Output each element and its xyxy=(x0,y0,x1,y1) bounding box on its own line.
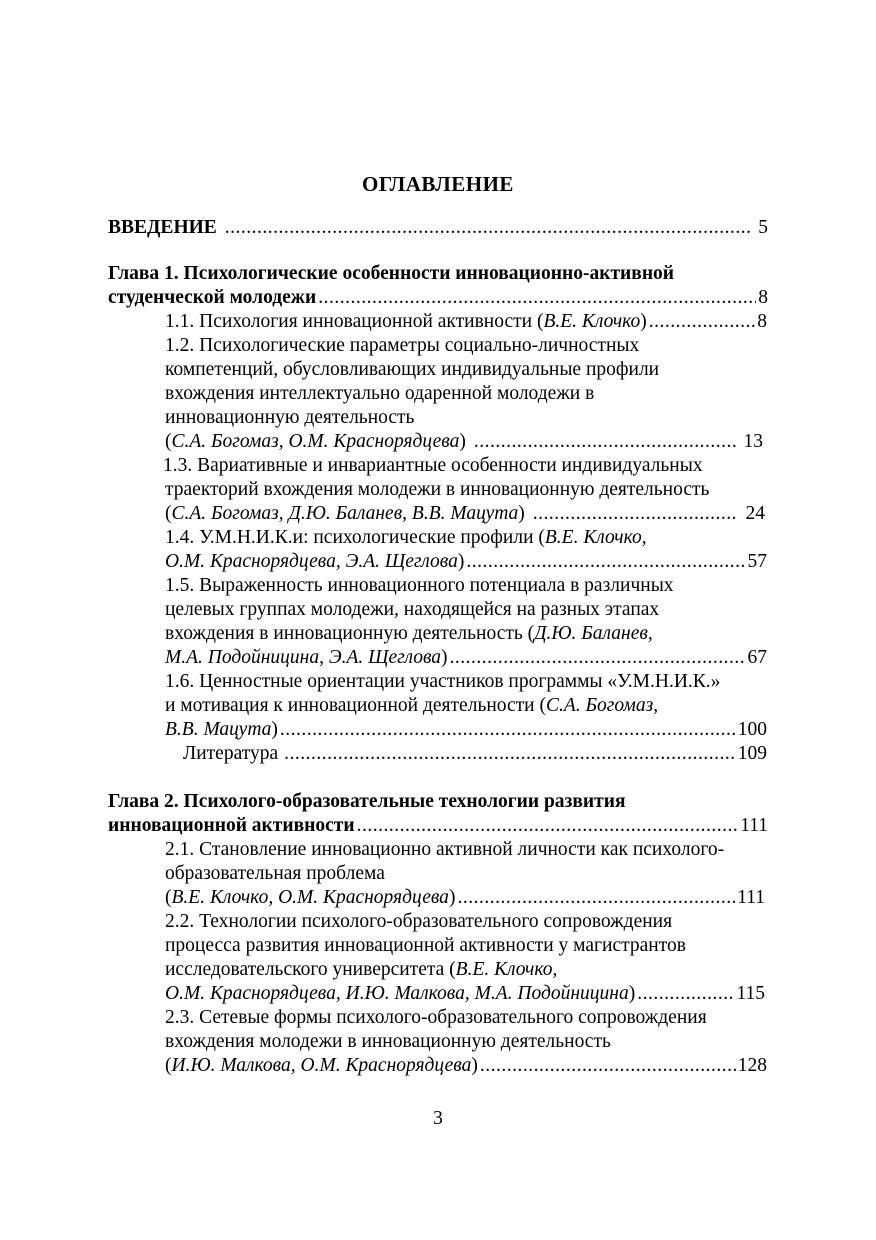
leader-dots xyxy=(318,286,756,310)
toc-page-number: 115 xyxy=(736,983,765,1004)
leader-dots xyxy=(474,430,736,454)
leader-dots xyxy=(225,216,750,240)
toc-page-number: 111 xyxy=(740,815,768,836)
entry-text: вхождения в инновационную деятельность ( xyxy=(165,623,535,644)
entry-text: 1.4. У.М.Н.И.К.и: психологические профили ( xyxy=(165,527,545,548)
toc-entry-2-1-line3 xyxy=(165,886,765,910)
toc-page-number: 8 xyxy=(757,311,767,332)
entry-authors: Д.Ю. Баланев, xyxy=(534,623,653,644)
toc-entry-1-5-line3 xyxy=(165,622,653,646)
entry-text: ) xyxy=(640,311,647,332)
toc-entry-2-2-line1: 2.2. Технологии психолого-образовательного сопровождения xyxy=(165,911,673,932)
toc-entry-1-3-line1: 1.3. Вариативные и инвариантные особенности индивидуальных xyxy=(163,455,703,476)
toc-entry-2-3-line2: вхождения молодежи в инновационную деятельность xyxy=(165,1031,611,1052)
entry-authors: М.А. Подойницина, Э.А. Щеглова xyxy=(165,647,442,668)
entry-authors: О.М. Краснорядцева, Э.А. Щеглова xyxy=(165,551,458,572)
toc-entry-1-5-line1: 1.5. Выраженность инновационного потенциала в различных xyxy=(165,575,674,596)
entry-text: ( xyxy=(165,503,172,524)
toc-page-number: 100 xyxy=(737,719,767,740)
toc-entry-literature xyxy=(183,742,767,766)
entry-text: ( xyxy=(165,431,172,452)
leader-dots xyxy=(457,886,735,910)
entry-text: ( xyxy=(165,887,172,908)
toc-page-number: 5 xyxy=(758,217,768,238)
toc-entry-2-3-line3 xyxy=(165,1054,767,1078)
toc-entry-1-4-line2 xyxy=(165,550,767,574)
toc-entry-1-2-line1: 1.2. Психологические параметры социально-личностных xyxy=(165,335,640,356)
leader-dots xyxy=(284,742,736,766)
entry-text: ) xyxy=(448,887,456,908)
chapter1-title-line2 xyxy=(108,286,768,310)
leader-dots xyxy=(450,646,746,670)
toc-entry-intro xyxy=(108,216,768,240)
entry-text: ( xyxy=(165,1055,172,1076)
toc-entry-1-4-line1 xyxy=(165,526,647,550)
entry-authors: В.Е. Клочко, О.М. Краснорядцева xyxy=(171,887,449,908)
chapter2-title-line2 xyxy=(108,814,768,838)
entry-text: Литература xyxy=(183,743,279,764)
toc-page-number: 128 xyxy=(737,1055,767,1076)
toc-entry-1-6-line1: 1.6. Ценностные ориентации участников программы «У.М.Н.И.К.» xyxy=(165,671,721,692)
entry-text: ) xyxy=(518,503,525,524)
toc-page-number: 111 xyxy=(737,887,765,908)
leader-dots xyxy=(649,310,755,334)
entry-text: ) xyxy=(628,983,636,1004)
leader-dots xyxy=(533,502,738,526)
toc-entry-1-6-line3 xyxy=(165,718,767,742)
toc-entry-1-5-line2: целевых группах молодежи, находящейся на разных этапах xyxy=(165,599,660,620)
entry-authors: С.А. Богомаз, Д.Ю. Баланев, В.В. Мацута xyxy=(171,503,519,524)
entry-text: исследовательского университета ( xyxy=(165,959,456,980)
leader-dots xyxy=(280,718,736,742)
toc-page-number: 109 xyxy=(737,743,767,764)
toc-entry-1-3-line3 xyxy=(165,502,765,526)
toc-entry-1-2-line4: инновационную деятельность xyxy=(165,407,415,428)
chapter1-title-line1: Глава 1. Психологические особенности инновационно-активной xyxy=(108,263,675,284)
entry-authors: С.А. Богомаз, О.М. Краснорядцева xyxy=(171,431,460,452)
entry-authors: В.Е. Клочко xyxy=(543,311,641,332)
toc-page-number: 13 xyxy=(743,431,763,452)
toc-entry-1-6-line2 xyxy=(165,694,658,718)
entry-text: ) xyxy=(271,719,278,740)
entry-text: и мотивация к инновационной деятельности ( xyxy=(165,695,546,716)
toc-entry-1-2-line3: вхождения интеллектуально одаренной молодежи в xyxy=(165,383,595,404)
entry-authors: С.А. Богомаз, xyxy=(545,695,659,716)
toc-page-number: 67 xyxy=(747,647,767,668)
leader-dots xyxy=(466,550,745,574)
leader-dots xyxy=(357,814,739,838)
toc-page-number: 57 xyxy=(747,551,767,572)
toc-entry-label: ВВЕДЕНИЕ xyxy=(108,217,217,238)
toc-title: ОГЛАВЛЕНИЕ xyxy=(362,172,514,196)
chapter2-title-text: инновационной активности xyxy=(108,815,355,836)
toc-entry-1-2-line5 xyxy=(165,430,763,454)
toc-entry-1-5-line4 xyxy=(165,646,767,670)
entry-text: ) xyxy=(441,647,448,668)
toc-entry-2-2-line2: процесса развития инновационной активности у магистрантов xyxy=(165,935,686,956)
toc-entry-2-3-line1: 2.3. Сетевые формы психолого-образовательного сопровождения xyxy=(165,1007,707,1028)
chapter2-title-line1: Глава 2. Психолого-образовательные технологии развития xyxy=(108,791,626,812)
toc-entry-1-1 xyxy=(165,310,767,334)
toc-entry-2-2-line4 xyxy=(165,982,765,1006)
entry-text: ) xyxy=(457,551,465,572)
entry-text: 1.1. Психология инновационной активности ( xyxy=(165,311,544,332)
leader-dots xyxy=(480,1054,736,1078)
entry-text: ) xyxy=(459,431,466,452)
toc-entry-2-2-line3 xyxy=(165,958,557,982)
toc-entry-2-1-line2: образовательная проблема xyxy=(165,863,385,884)
leader-dots xyxy=(637,982,734,1006)
entry-authors: В.В. Мацута xyxy=(165,719,272,740)
entry-authors: О.М. Краснорядцева, И.Ю. Малкова, М.А. Подойницина xyxy=(165,983,629,1004)
toc-page-number: 8 xyxy=(758,287,768,308)
entry-text: ) xyxy=(471,1055,478,1076)
toc-entry-1-2-line2: компетенций, обусловливающих индивидуальные профили xyxy=(165,359,660,380)
toc-entry-1-3-line2: траекторий вхождения молодежи в инновационную деятельность xyxy=(165,479,710,500)
toc-entry-2-1-line1: 2.1. Становление инновационно активной личности как психолого- xyxy=(165,839,725,860)
entry-authors: В.Е. Клочко, xyxy=(455,959,558,980)
entry-authors: И.Ю. Малкова, О.М. Краснорядцева xyxy=(171,1055,472,1076)
entry-authors: В.Е. Клочко, xyxy=(544,527,647,548)
toc-page-number: 24 xyxy=(745,503,765,524)
chapter1-title-text: студенческой молодежи xyxy=(108,287,317,308)
page-number: 3 xyxy=(433,1108,443,1129)
